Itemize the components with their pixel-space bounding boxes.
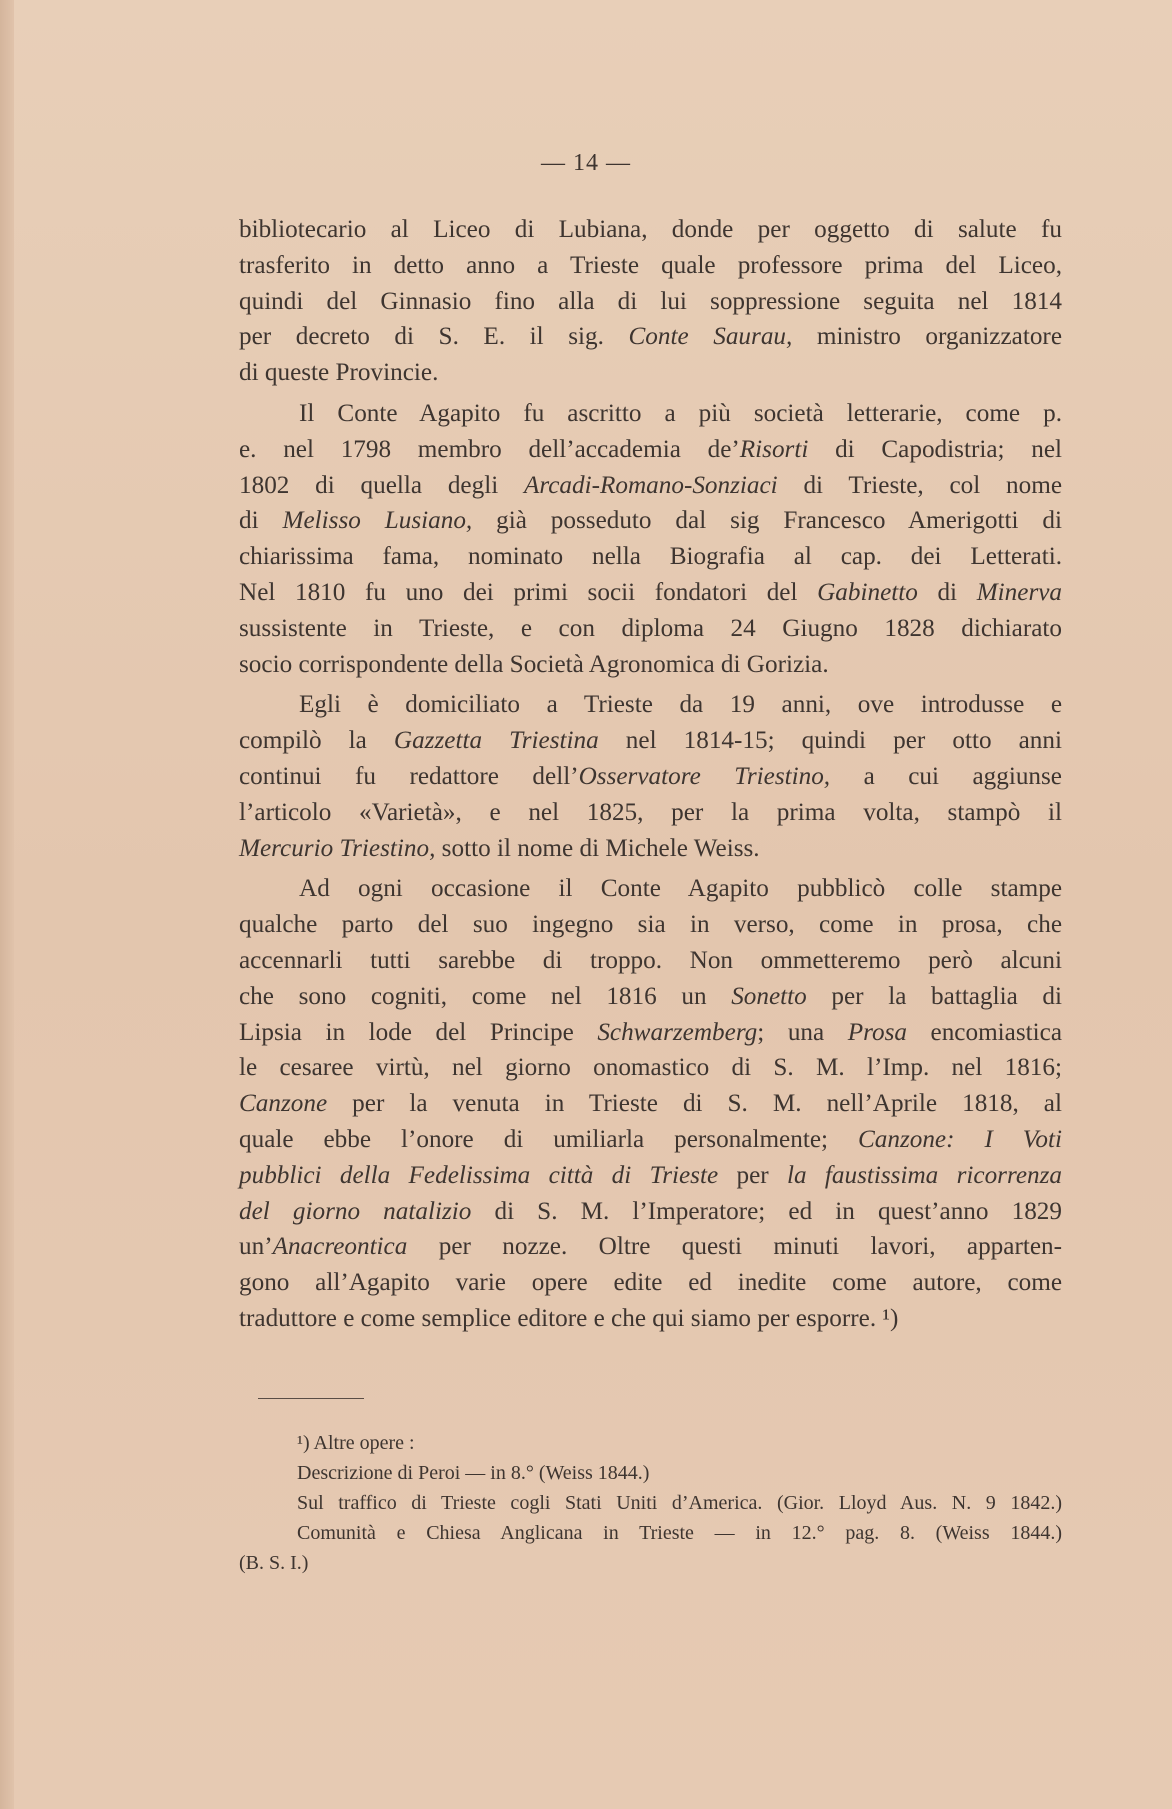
text-line: trasferito in detto anno a Trieste quale professore prima del Liceo, [239, 251, 1062, 279]
body-text [239, 212, 1062, 1342]
footnote-line: Comunità e Chiesa Anglicana in Trieste — in 12.° pag. 8. (Weiss 1844.) [297, 1522, 1062, 1544]
text-line: compilò la Gazzetta Triestina nel 1814-15; quindi per otto anni [239, 727, 1062, 755]
footnote-line: (B. S. I.) [239, 1552, 309, 1574]
text-line: continui fu redattore dell’Osservatore Triestino, a cui aggiunse [239, 762, 1062, 790]
footnote-line: Sul traffico di Trieste cogli Stati Uniti d’America. (Gior. Lloyd Aus. N. 9 1842.) [297, 1492, 1062, 1514]
footnotes [239, 1428, 1062, 1578]
paragraph [239, 687, 1062, 866]
text-line: Canzone per la venuta in Trieste di S. M. nell’Aprile 1818, al [239, 1090, 1062, 1118]
text-line: di Melisso Lusiano, già posseduto dal sig Francesco Amerigotti di [239, 507, 1062, 535]
text-line: bibliotecario al Liceo di Lubiana, donde per oggetto di salute fu [239, 216, 1062, 243]
text-line: quindi del Ginnasio fino alla di lui soppressione seguita nel 1814 [239, 287, 1062, 315]
text-line: Nel 1810 fu uno dei primi socii fondatori del Gabinetto di Minerva [239, 578, 1063, 606]
text-line: di queste Provincie. [239, 359, 439, 387]
text-line: qualche parto del suo ingegno sia in verso, come in prosa, che [239, 911, 1062, 939]
footnote-line: ¹) Altre opere : [297, 1432, 415, 1454]
footnote-divider [258, 1398, 364, 1399]
paragraph [239, 212, 1062, 391]
text-line: traduttore e come semplice editore e che qui siamo per esporre. ¹) [239, 1304, 899, 1332]
text-line: chiarissima fama, nominato nella Biografia al cap. dei Letterati. [239, 543, 1062, 571]
text-line: 1802 di quella degli Arcadi-Romano-Sonziaci di Trieste, col nome [239, 471, 1062, 499]
text-line: Ad ogni occasione il Conte Agapito pubblicò colle stampe [299, 875, 1062, 903]
paragraph [239, 396, 1062, 682]
text-line: le cesaree virtù, nel giorno onomastico di S. M. l’Imp. nel 1816; [239, 1054, 1062, 1082]
text-line: quale ebbe l’onore di umiliarla personalmente; Canzone: I Voti [239, 1125, 1062, 1153]
text-line: per decreto di S. E. il sig. Conte Saurau, ministro organizzatore [239, 323, 1062, 351]
page-edge [0, 0, 14, 1809]
text-line: pubblici della Fedelissima città di Trieste per la faustissima ricorrenza [239, 1161, 1062, 1189]
text-line: Lipsia in lode del Principe Schwarzemberg; una Prosa encomiastica [239, 1018, 1062, 1046]
text-line: gono all’Agapito varie opere edite ed inedite come autore, come [239, 1269, 1062, 1297]
footnote-line: Descrizione di Peroi — in 8.° (Weiss 1844.) [297, 1462, 650, 1484]
text-line: socio corrispondente della Società Agronomica di Gorizia. [239, 650, 829, 678]
text-line: sussistente in Trieste, e con diploma 24 Giugno 1828 dichiarato [239, 614, 1062, 642]
text-line: e. nel 1798 membro dell’accademia de’Risorti di Capodistria; nel [239, 435, 1063, 463]
paragraph [239, 871, 1062, 1336]
text-line: un’Anacreontica per nozze. Oltre questi minuti lavori, apparten- [239, 1233, 1062, 1261]
text-line: Egli è domiciliato a Trieste da 19 anni, ove introdusse e [299, 691, 1062, 719]
text-line: accennarli tutti sarebbe di troppo. Non ommetteremo però alcuni [239, 946, 1062, 974]
text-line: Il Conte Agapito fu ascritto a più società letterarie, come p. [299, 399, 1062, 427]
text-line: Mercurio Triestino, sotto il nome di Michele Weiss. [239, 834, 760, 862]
text-line: che sono cogniti, come nel 1816 un Sonetto per la battaglia di [239, 982, 1062, 1010]
text-line: del giorno natalizio di S. M. l’Imperatore; ed in quest’anno 1829 [239, 1197, 1062, 1225]
text-line: l’articolo «Varietà», e nel 1825, per la prima volta, stampò il [239, 798, 1062, 826]
page-number: — 14 — [541, 150, 631, 176]
